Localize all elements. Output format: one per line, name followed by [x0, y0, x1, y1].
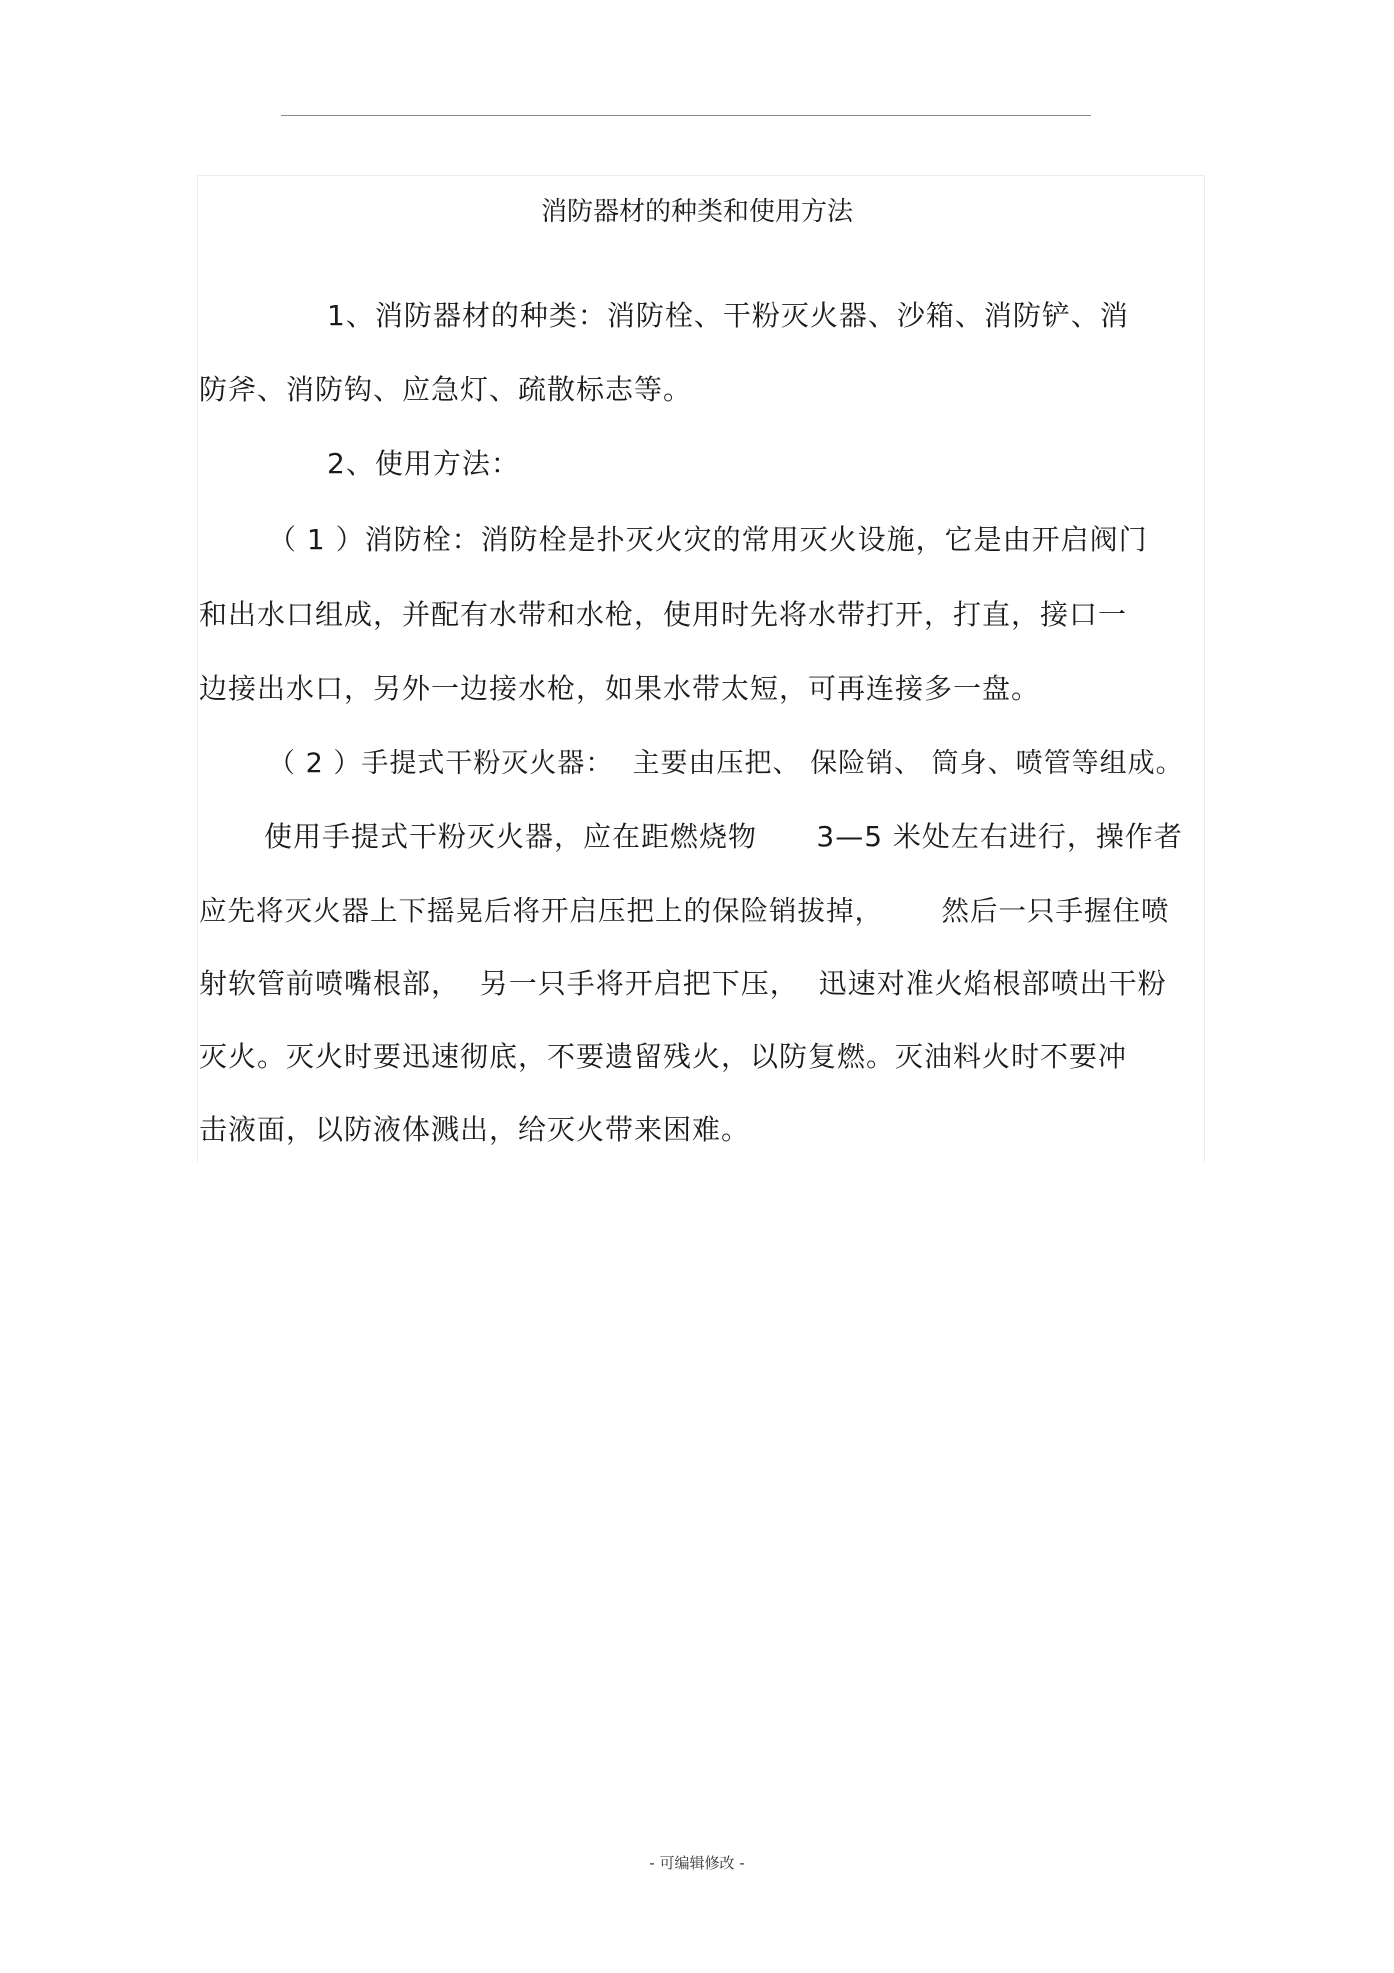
paragraph-line: 1、消防器材的种类：消防栓、干粉灭火器、沙箱、消防铲、消	[327, 299, 1129, 332]
paragraph-line: 灭火。灭火时要迅速彻底，不要遗留残火，以防复燃。灭油料火时不要冲	[199, 1040, 1128, 1073]
paragraph-line: （ 2 ）手提式干粉灭火器： 主要由压把、 保险销、 筒身、喷管等组成。	[268, 748, 1184, 779]
document-title: 消防器材的种类和使用方法	[540, 197, 853, 227]
page-footer: - 可编辑修改 -	[649, 1854, 745, 1872]
paragraph-line: 击液面，以防液体溅出，给灭火带来困难。	[199, 1113, 751, 1146]
paragraph-line: 应先将灭火器上下摇晃后将开启压把上的保险销拔掉， 然后一只手握住喷	[199, 895, 1170, 927]
paragraph-line: 使用手提式干粉灭火器，应在距燃烧物 3—5 米处左右进行，操作者	[264, 820, 1183, 853]
paragraph-line: 和出水口组成，并配有水带和水枪，使用时先将水带打开，打直，接口一	[199, 598, 1128, 631]
paragraph-line: 边接出水口，另外一边接水枪，如果水带太短，可再连接多一盘。	[199, 672, 1041, 705]
paragraph-line: 射软管前喷嘴根部， 另一只手将开启把下压， 迅速对准火焰根部喷出干粉	[199, 967, 1167, 1000]
paragraph-line: （ 1 ）消防栓：消防栓是扑灭火灾的常用灭火设施，它是由开启阀门	[268, 523, 1148, 556]
paragraph-line: 防斧、消防钩、应急灯、疏散标志等。	[199, 373, 693, 406]
paragraph-line: 2、使用方法：	[327, 447, 520, 480]
header-divider	[281, 115, 1091, 116]
